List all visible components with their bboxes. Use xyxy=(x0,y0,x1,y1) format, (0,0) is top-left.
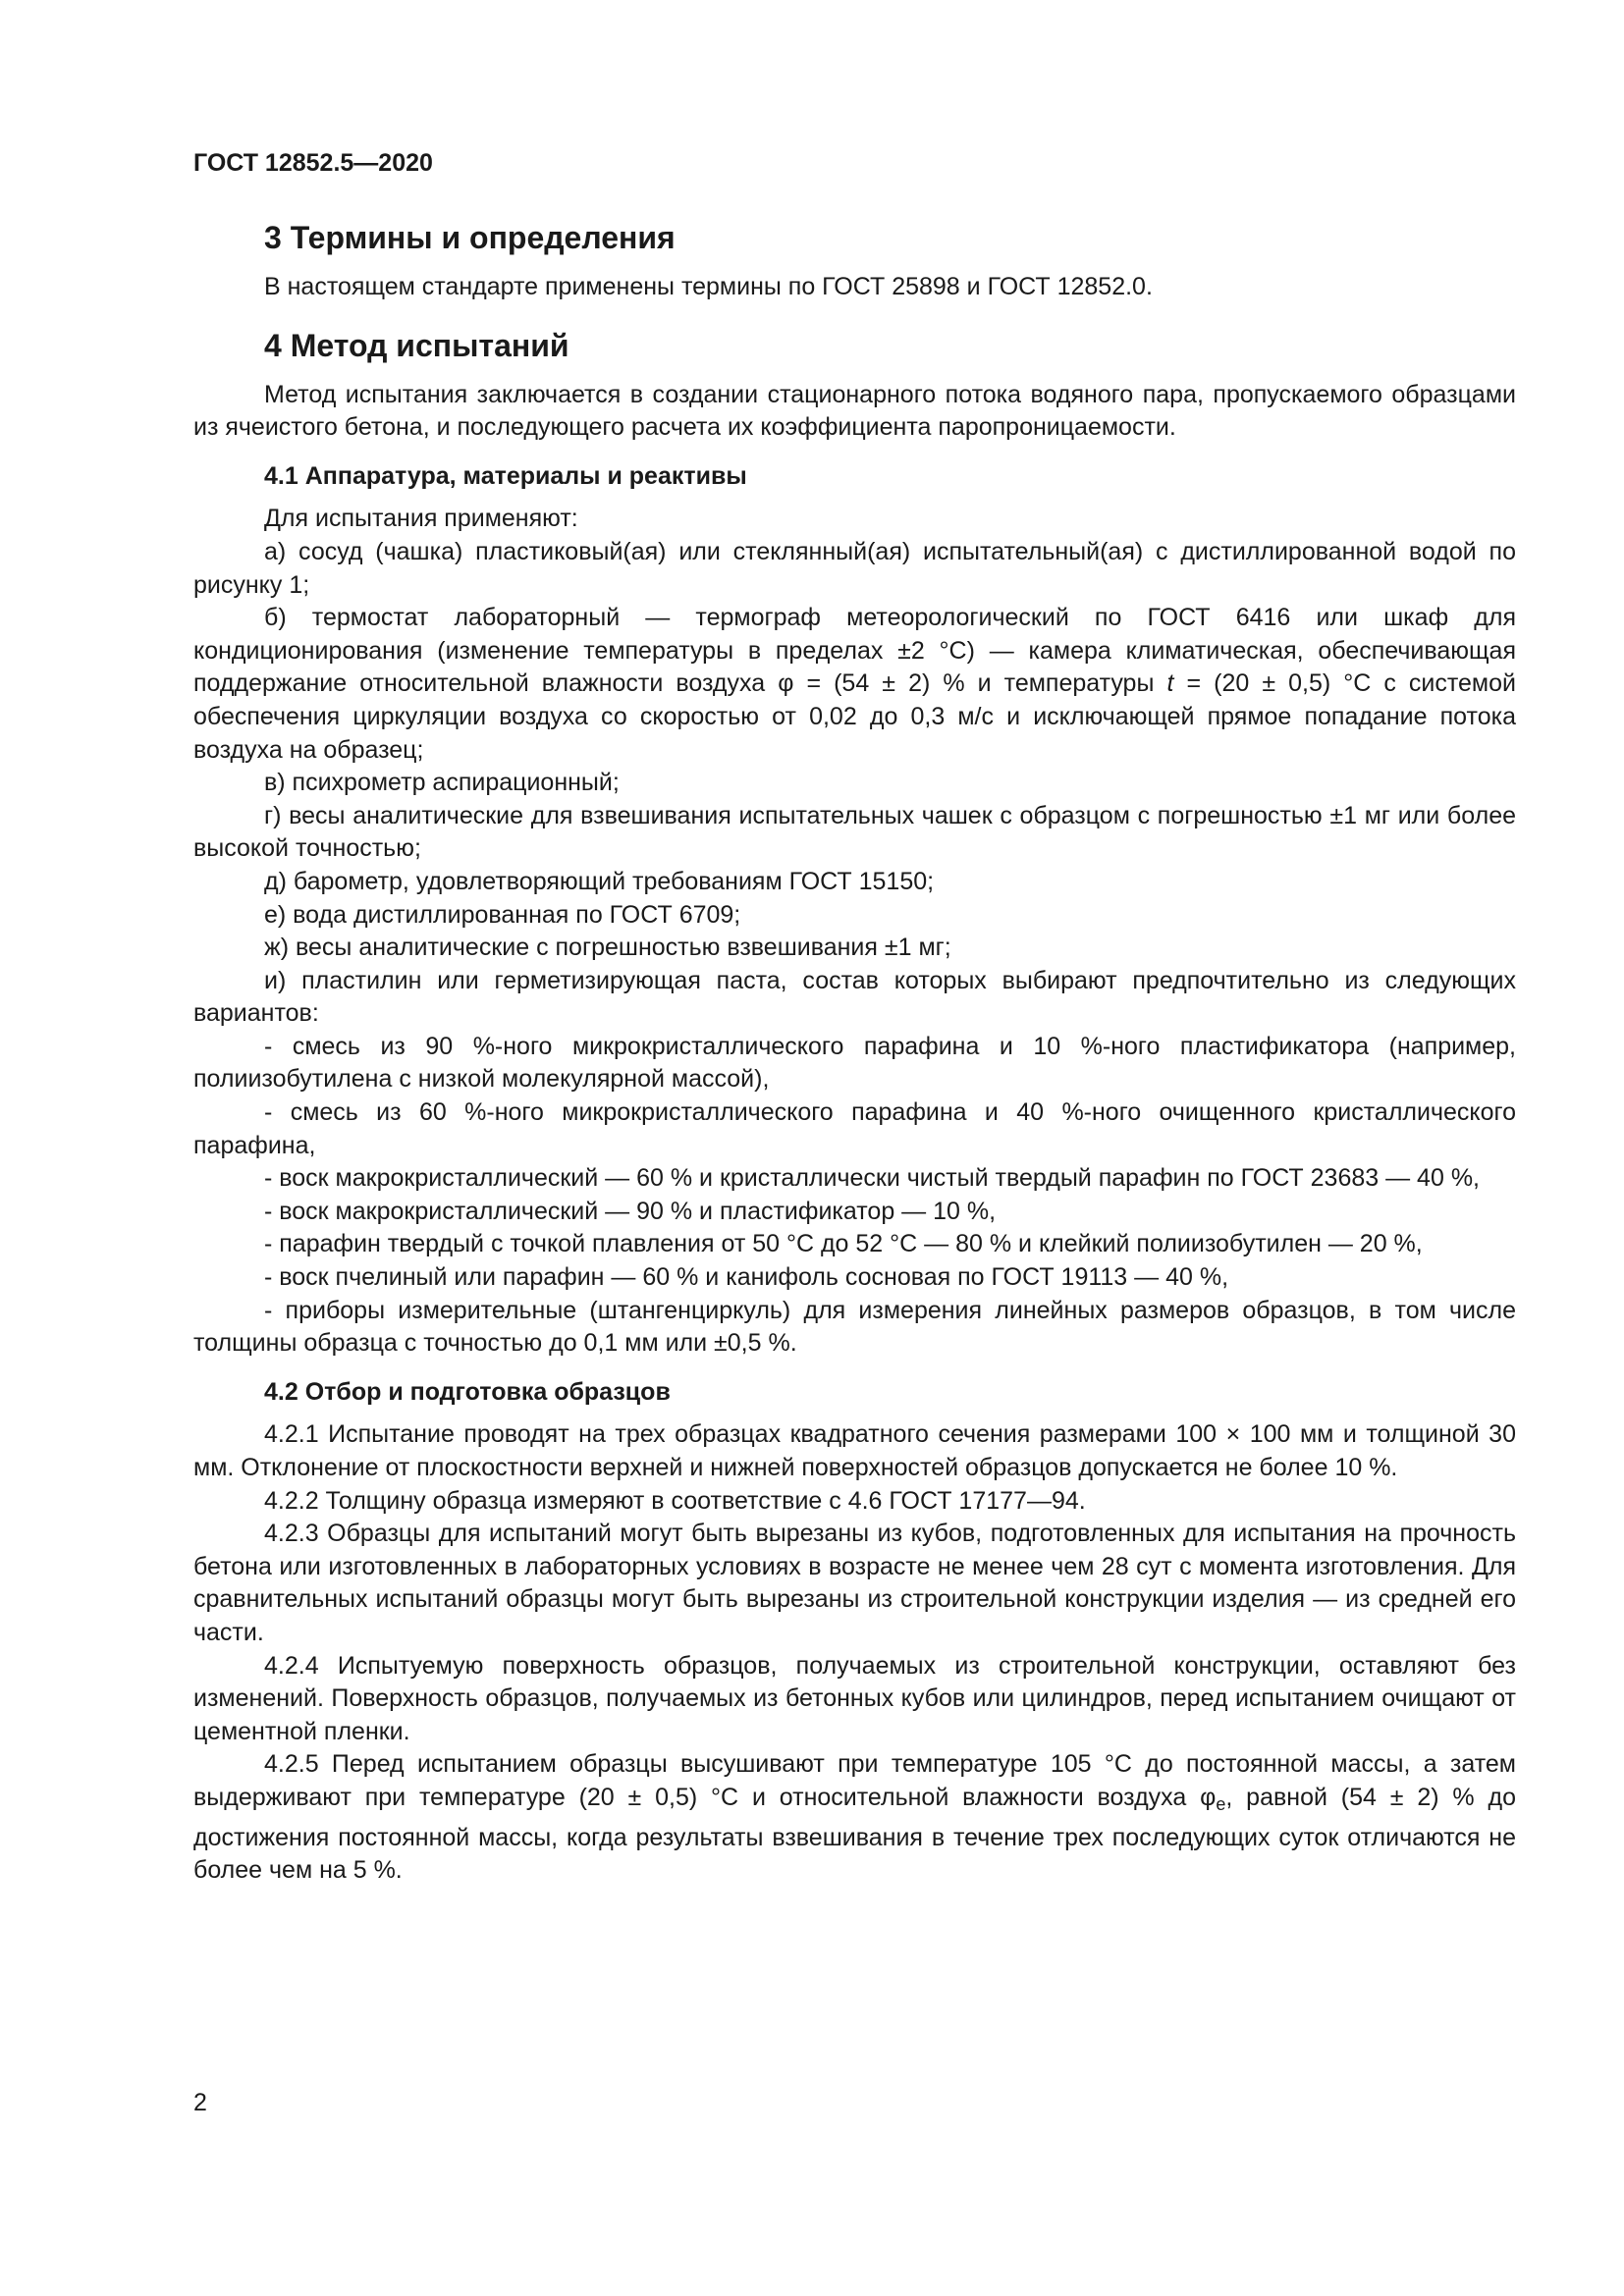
section-4-intro: Метод испытания заключается в создании стационарного потока водяного пара, пропускаемого образцами из ячеистого бетона, и последующего расчета их коэффициента паропроницаемости. xyxy=(193,380,1516,442)
composition-option-5: - парафин твердый с точкой плавления от 50 °С до 52 °С — 80 % и клейкий полиизобутилен — 20 %, xyxy=(264,1230,1423,1258)
page-body xyxy=(193,218,1516,1888)
equipment-item-b-symbol: t xyxy=(1166,669,1174,698)
page-number: 2 xyxy=(193,2089,207,2116)
equipment-item-g: г) весы аналитические для взвешивания испытательных чашек с образцом с погрешностью ±1 мг или более высокой точностью; xyxy=(193,801,1516,863)
equipment-item-zh: ж) весы аналитические с погрешностью взвешивания ±1 мг; xyxy=(264,934,951,962)
equipment-lead: Для испытания применяют: xyxy=(264,505,578,533)
equipment-item-e: е) вода дистиллированная по ГОСТ 6709; xyxy=(264,900,741,929)
clause-4-2-2: 4.2.2 Толщину образца измеряют в соответствие с 4.6 ГОСТ 17177—94. xyxy=(264,1486,1086,1515)
clause-4-2-5-part2: , равной (54 ± 2) % до достижения постоянной массы, когда результаты взвешивания в течение трех последующих суток отличаются не более чем на 5 %. xyxy=(193,1783,1516,1885)
equipment-item-a: а) сосуд (чашка) пластиковый(ая) или стеклянный(ая) испытательный(ая) с дистиллированной водой по рисунку 1; xyxy=(193,537,1516,599)
equipment-item-b xyxy=(193,602,1516,767)
clause-4-2-4: 4.2.4 Испытуемую поверхность образцов, получаемых из строительной конструкции, оставляют без изменений. Поверхность образцов, получаемых из бетонных кубов или цилиндров, перед испытанием очищают от цементной пленки. xyxy=(193,1651,1516,1745)
measuring-instruments: - приборы измерительные (штангенциркуль) для измерения линейных размеров образцов, в том числе толщины образца с точностью до 0,1 мм или ±0,5 %. xyxy=(193,1296,1516,1358)
equipment-item-d: д) барометр, удовлетворяющий требованиям ГОСТ 15150; xyxy=(264,867,935,895)
composition-option-2: - смесь из 60 %-ного микрокристаллического парафина и 40 %-ного очищенного кристаллического парафина, xyxy=(193,1098,1516,1159)
document-header: ГОСТ 12852.5—2020 xyxy=(193,149,433,177)
clause-4-2-3: 4.2.3 Образцы для испытаний могут быть вырезаны из кубов, подготовленных для испытания на прочность бетона или изготовленных в лабораторных условиях в возрасте не менее чем 28 сут с момента изготовления. Для сравнительных испытаний образцы могут быть вырезаны из строительной конструкции изделия — из средней его части. xyxy=(193,1520,1516,1646)
composition-option-6: - воск пчелиный или парафин — 60 % и канифоль сосновая по ГОСТ 19113 — 40 %, xyxy=(264,1263,1229,1292)
section-4-title: 4 Метод испытаний xyxy=(264,327,569,363)
equipment-item-b-part1: б) термостат лабораторный — термограф метеорологический по ГОСТ 6416 или шкаф для кондиционирования (изменение температуры в пределах ±2 °С) — камера климатическая, обеспечивающая поддержание относительной влажности воздуха φ = (54 ± 2) % и температуры xyxy=(193,604,1516,698)
equipment-item-b-part2: = (20 ± 0,5) °С с системой обеспечения циркуляции воздуха со скоростью от 0,02 до 0,3 м/с и исключающей прямое попадание потока воздуха на образец; xyxy=(193,669,1516,764)
equipment-item-v: в) психрометр аспирационный; xyxy=(264,769,620,797)
clause-4-2-1: 4.2.1 Испытание проводят на трех образцах квадратного сечения размерами 100 × 100 мм и толщиной 30 мм. Отклонение от плоскостности верхней и нижней поверхностей образцов допускается не более 10 %. xyxy=(193,1420,1516,1481)
composition-option-1: - смесь из 90 %-ного микрокристаллического парафина и 10 %-ного пластификатора (например, полиизобутилена с низкой молекулярной массой), xyxy=(193,1032,1516,1094)
clause-4-2-5-part1: 4.2.5 Перед испытанием образцы высушивают при температуре 105 °С до постоянной массы, а затем выдерживают при температуре (20 ± 0,5) °С и относительной влажности воздуха φ xyxy=(193,1750,1516,1811)
clause-4-2-5 xyxy=(193,1748,1516,1887)
composition-option-4: - воск макрокристаллический — 90 % и пластификатор — 10 %, xyxy=(264,1197,997,1225)
equipment-item-i: и) пластилин или герметизирующая паста, состав которых выбирают предпочтительно из следующих вариантов: xyxy=(193,966,1516,1028)
section-4-1-title: 4.1 Аппаратура, материалы и реактивы xyxy=(264,461,747,490)
section-4-2-title: 4.2 Отбор и подготовка образцов xyxy=(264,1377,671,1406)
section-3-text: В настоящем стандарте применены термины по ГОСТ 25898 и ГОСТ 12852.0. xyxy=(264,273,1153,300)
section-3-title: 3 Термины и определения xyxy=(264,220,676,255)
composition-option-3: - воск макрокристаллический — 60 % и кристаллически чистый твердый парафин по ГОСТ 23683 — 40 %, xyxy=(264,1164,1480,1193)
clause-4-2-5-subscript: e xyxy=(1216,1793,1226,1814)
